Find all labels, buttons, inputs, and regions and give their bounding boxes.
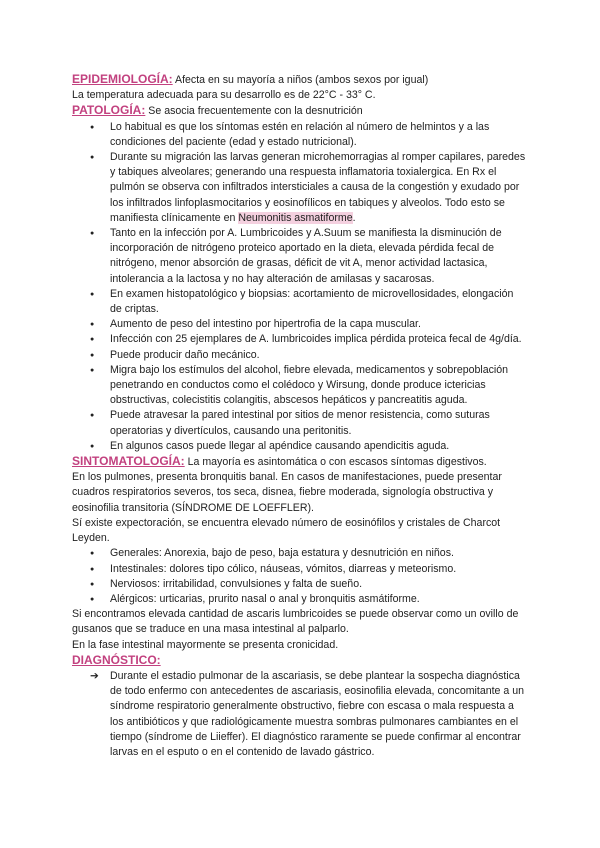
list-item: ● Infección con 25 ejemplares de A. lumbricoides implica pérdida proteica fecal de 4g/día. [72,332,528,347]
list-item [72,150,528,226]
patologia-text: Se asocia frecuentemente con la desnutrición [145,105,363,118]
diagnostico-heading: DIAGNÓSTICO: [72,652,161,667]
highlighted-term: Neumonitis asmatiforme [238,211,353,224]
list-item: ● En algunos casos puede llegar al apéndice causando apendicitis aguda. [72,439,528,454]
patologia-paragraph [72,103,528,119]
document-content [72,72,528,760]
highlight-end: . [352,211,356,224]
list-item: ● En examen histopatológico y biopsias: acortamiento de microvellosidades, elongación de criptas. [72,287,528,317]
list-item: ● Puede producir daño mecánico. [72,348,528,363]
list-item: ● Nerviosos: irritabilidad, convulsiones y falta de sueño. [72,577,528,592]
epidemiologia-text: Afecta en su mayoría a niños (ambos sexos por igual) [172,74,429,86]
ovillo-paragraph: Si encontramos elevada cantidad de ascaris lumbricoides se puede observar como un ovillo de gusanos que se traduce en una masa intestinal al palparlo. [72,608,519,636]
list-item [72,669,528,760]
sintomatologia-heading: SINTOMATOLOGÍA: [72,454,185,469]
patologia-heading: PATOLOGÍA: [72,103,146,118]
diagnostico-text: Durante el estadio pulmonar de la ascariasis, se debe plantear la sospecha diagnóstica de todo enfermo con antecedentes de ascariasis, eosinofilia elevada, concomitante a un síndrome respiratorio generalmente obstructivo, fiebre con escasa o mala respuesta a los antibióticos y que radiológicamente muestra sombras pulmonares cambiantes en el tiempo (síndrome de Liieffer). El diagnóstico raramente se puede confirmar al encontrar larvas en el esputo o en el contenido de lavado gástrico. [110,669,525,758]
list-item: ● Generales: Anorexia, bajo de peso, baja estatura y desnutrición en niños. [72,546,528,561]
arrow-icon: ➔ [90,669,99,682]
epidemiologia-paragraph [72,72,528,88]
expectoracion-paragraph: Sí existe expectoración, se encuentra elevado número de eosinófilos y cristales de Charcot Leyden. [72,516,501,545]
sintomatologia-list [72,546,528,607]
list-item: ● Migra bajo los estímulos del alcohol, fiebre elevada, medicamentos y sobrepoblación penetrando en conductos como el colédoco y Wirsung, donde produce ictericias obstructivas, colecistitis colangitis, abscesos hepáticos y pancreatitis aguda. [72,363,528,409]
list-item: ● Puede atravesar la pared intestinal por sitios de menor resistencia, como suturas operatorias y divertículos, causando una peritonitis. [72,408,528,438]
diagnostico-list [72,669,528,760]
temperature-line: La temperatura adecuada para su desarrollo es de 22°C - 33° C. [72,89,376,102]
epidemiologia-heading: EPIDEMIOLOGÍA: [72,72,173,86]
list-item: ● Lo habitual es que los síntomas estén en relación al número de helmintos y a las condiciones del paciente (edad y estado nutricional). [72,120,528,150]
sintomatologia-paragraph [72,454,528,470]
cronicidad-paragraph: En la fase intestinal mayormente se presenta cronicidad. [72,638,339,651]
list-item: ● Alérgicos: urticarias, prurito nasal o anal y bronquitis asmátiforme. [72,592,528,607]
pulmones-paragraph: En los pulmones, presenta bronquitis banal. En casos de manifestaciones, puede presentar cuadros respiratorios severos, tos seca, disnea, fiebre moderada, signología obstructiva y eosinofilia transitoria (SÍNDROME DE LOEFFLER). [72,471,502,514]
list-item: ● Tanto en la infección por A. Lumbricoides y A.Suum se manifiesta la disminución de incorporación de nitrógeno proteico aportado en la dieta, elevada pérdida fecal de nitrógeno, menor absorción de grasas, déficit de vit A, menor actividad lactasica, intolerancia a la lactosa y no hay alteración de amilasas y sacarosas. [72,226,528,287]
diagnostico-paragraph [72,653,528,669]
list-item-text: Durante su migración las larvas generan microhemorragias al romper capilares, paredes y tabiques alveolares; generando una respuesta inflamatoria toxialergica. En Rx el pulmón se observa con infiltrados intersticiales a causa de la congestión y exudado por los infiltrados linfoplasmocitarios y eosinofílicos en tabiques y alveolos. Todo esto se manifiesta clínicamente en [110,151,526,224]
list-item: ● Aumento de peso del intestino por hipertrofia de la capa muscular. [72,317,528,332]
sintomatologia-text: La mayoría es asintomática o con escasos síntomas digestivos. [184,456,487,469]
list-item: ● Intestinales: dolores tipo cólico, náuseas, vómitos, diarreas y meteorismo. [72,562,528,577]
patologia-list [72,120,528,454]
